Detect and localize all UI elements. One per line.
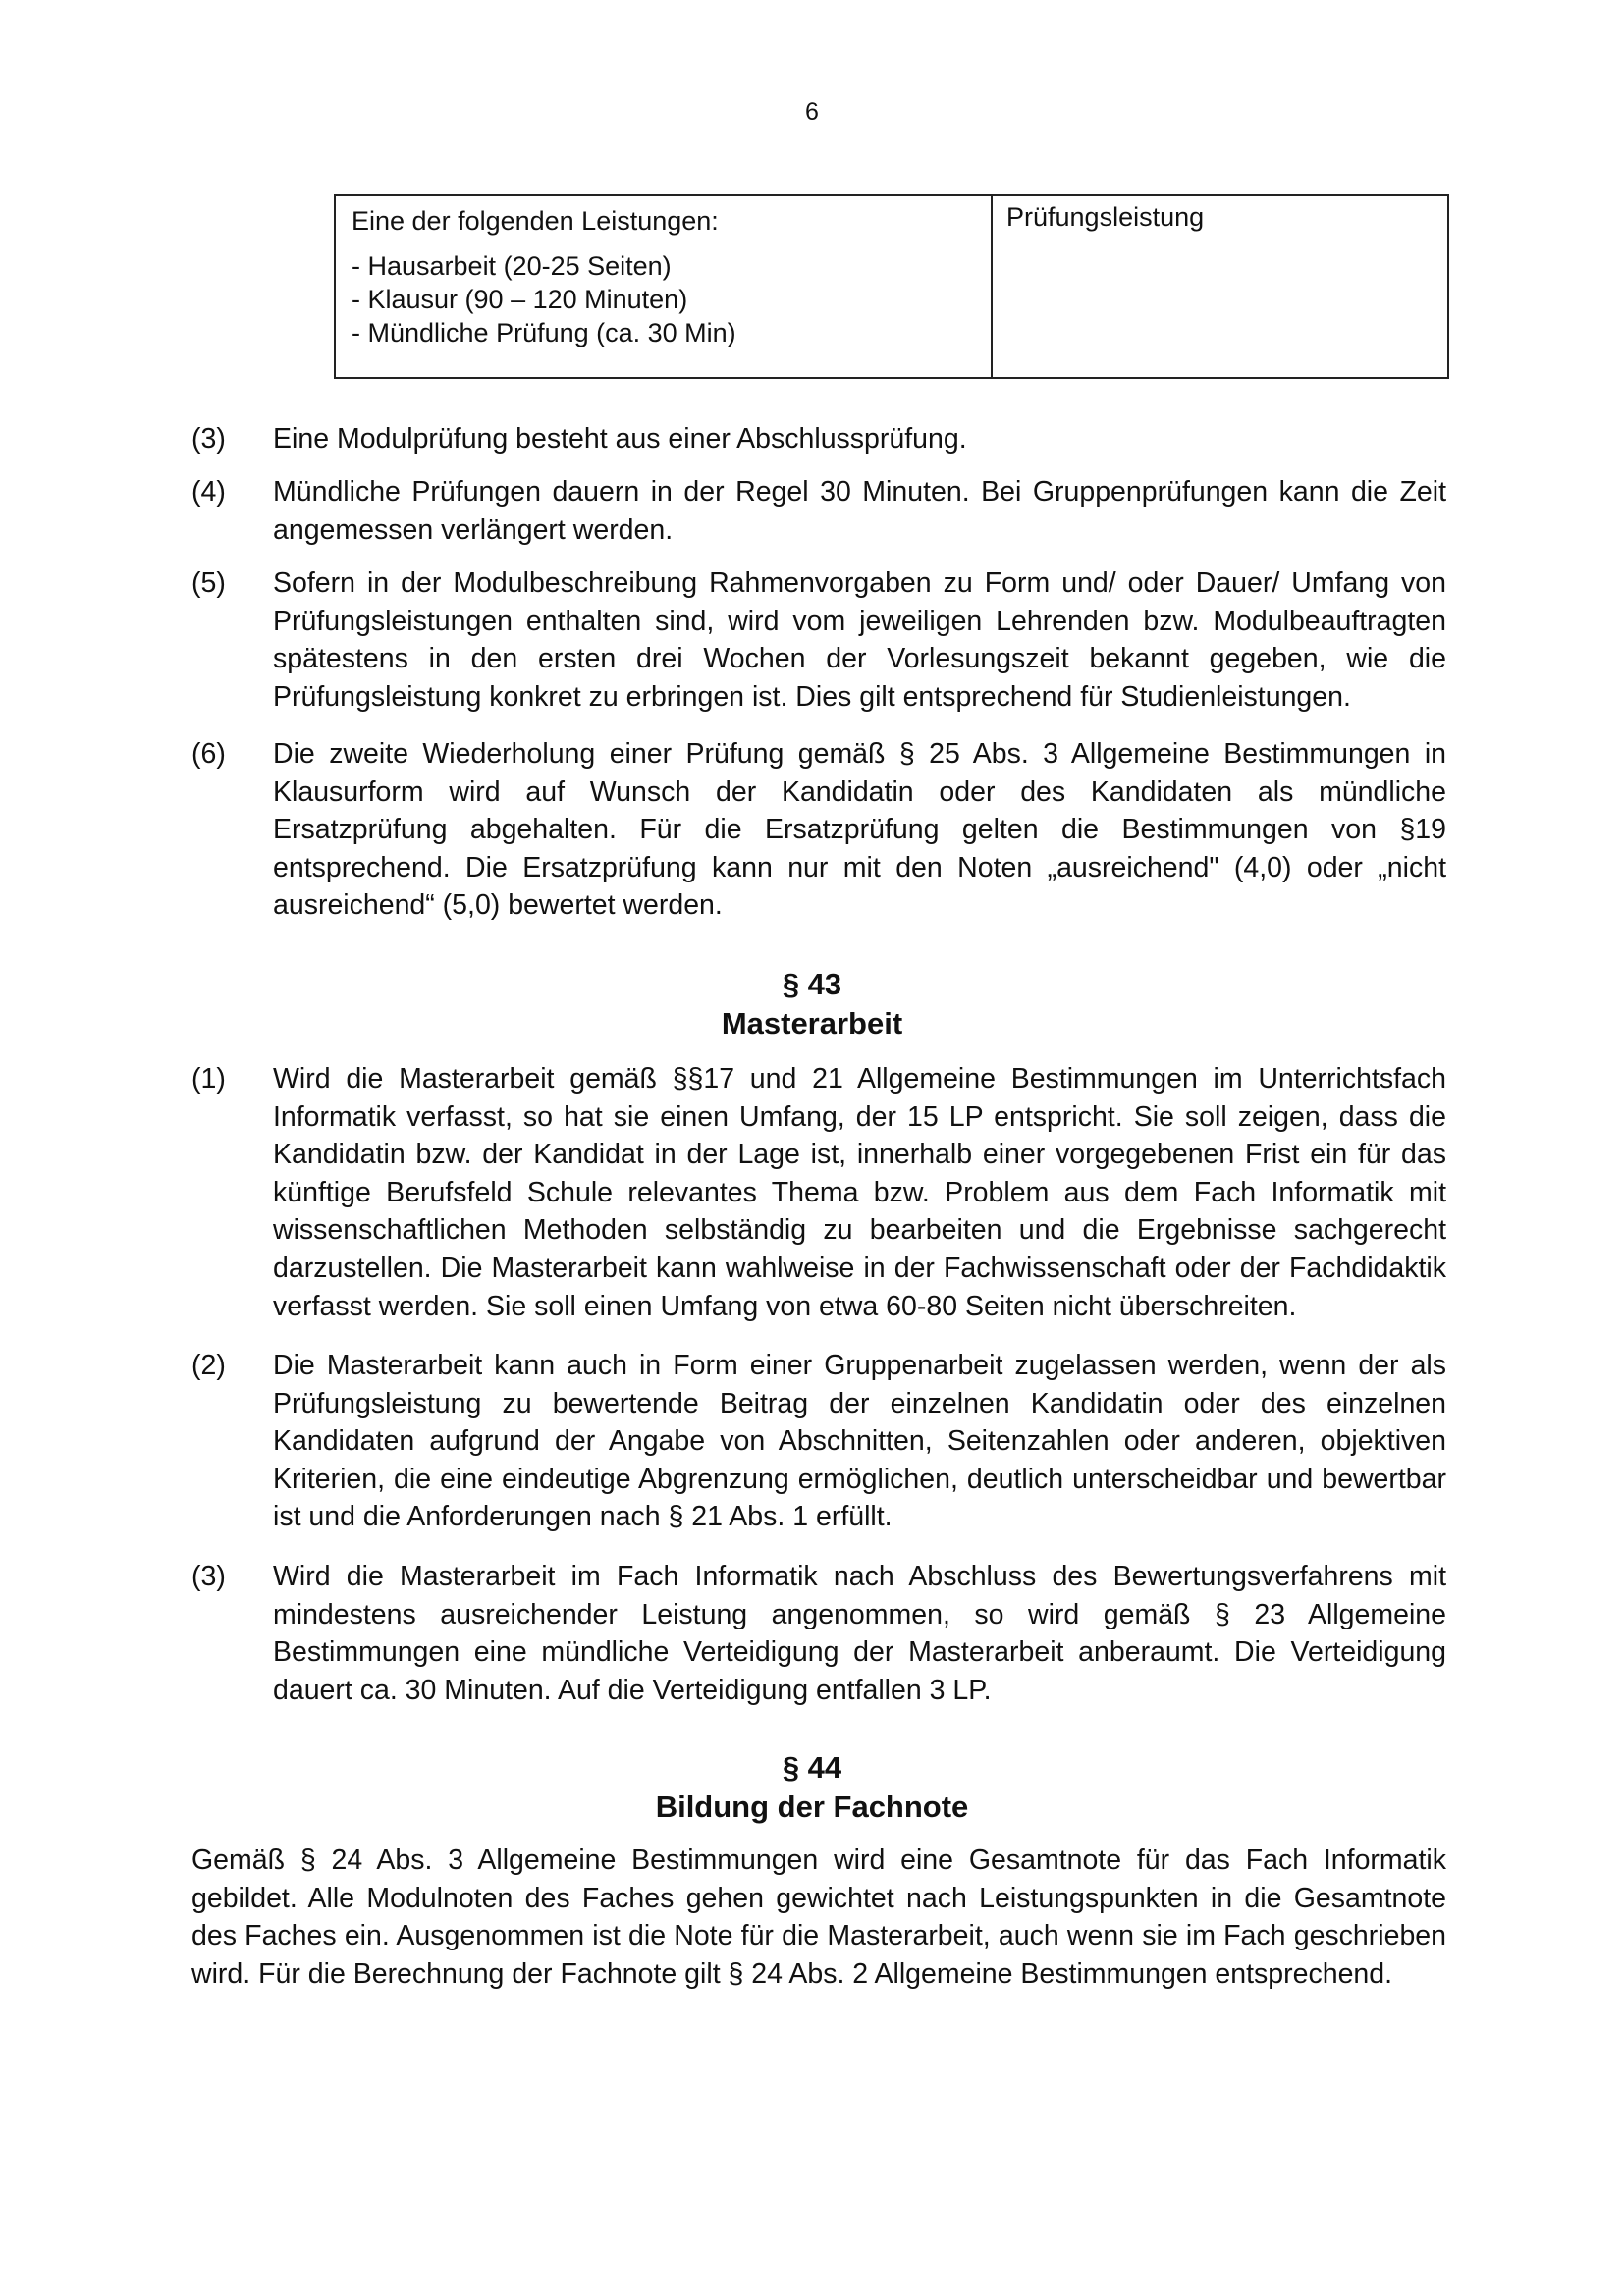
exam-option-item: - Hausarbeit (20-25 Seiten) — [352, 251, 672, 281]
paragraph-number: (3) — [191, 1561, 226, 1592]
paragraph-number: (5) — [191, 567, 226, 599]
paragraph — [191, 473, 1446, 549]
paragraph — [191, 564, 1446, 716]
exam-options-intro: Eine der folgenden Leistungen: — [352, 206, 719, 236]
paragraph-number: (1) — [191, 1063, 226, 1095]
exam-option-item: - Mündliche Prüfung (ca. 30 Min) — [352, 318, 736, 347]
paragraph-text: Sofern in der Modulbeschreibung Rahmenvorgaben zu Form und/ oder Dauer/ Umfang von Prüfungsleistungen enthalten sind, wird vom jeweiligen Lehrenden bzw. Modulbeauftragten spätestens in den ersten drei Wochen der Vorlesungszeit bekannt gegeben, wie die Prüfungsleistung konkret zu erbringen ist. Dies gilt entsprechend für Studienleistungen. — [273, 567, 1446, 713]
paragraph-number: (3) — [191, 423, 226, 454]
exam-type-cell: Prüfungsleistung — [1006, 202, 1205, 232]
paragraph-text: Die Masterarbeit kann auch in Form einer Gruppenarbeit zugelassen werden, wenn der als Prüfungsleistung zu bewertende Beitrag der einzelnen Kandidatin oder des einzelnen Kandidaten aufgrund der Angabe von Abschnitten, Seitenzahlen oder anderen, objektiven Kriterien, die eine eindeutige Abgrenzung ermöglichen, deutlich unterscheidbar und bewertbar ist und die Anforderungen nach § 21 Abs. 1 erfüllt. — [273, 1350, 1446, 1533]
paragraph-text: Wird die Masterarbeit im Fach Informatik nach Abschluss des Bewertungsverfahrens mit mindestens ausreichender Leistung angenommen, so wird gemäß § 23 Allgemeine Bestimmungen eine mündliche Verteidigung der Masterarbeit anberaumt. Die Verteidigung dauert ca. 30 Minuten. Auf die Verteidigung entfallen 3 LP. — [273, 1561, 1446, 1706]
section-title: Bildung der Fachnote — [655, 1789, 969, 1824]
paragraph — [191, 735, 1446, 925]
paragraph — [191, 1347, 1446, 1536]
paragraph-text: Eine Modulprüfung besteht aus einer Abschlussprüfung. — [273, 423, 967, 454]
section-number: § 44 — [782, 1750, 842, 1785]
paragraph-text: Mündliche Prüfungen dauern in der Regel 30 Minuten. Bei Gruppenprüfungen kann die Zeit angemessen verlängert werden. — [273, 476, 1446, 546]
paragraph — [191, 420, 1446, 458]
exam-form-table — [334, 194, 1449, 379]
section-number: § 43 — [782, 967, 842, 1001]
exam-options-cell — [336, 196, 993, 377]
paragraph-number: (6) — [191, 738, 226, 770]
paragraph-text: Wird die Masterarbeit gemäß §§17 und 21 Allgemeine Bestimmungen im Unterrichtsfach Informatik verfasst, so hat sie einen Umfang, der 15 LP entspricht. Sie soll zeigen, dass die Kandidatin bzw. der Kandidat in der Lage ist, innerhalb einer vorgegebenen Frist ein für das künftige Berufsfeld Schule relevantes Thema bzw. Problem aus dem Fach Informatik mit wissenschaftlichen Methoden selbständig zu bearbeiten und die Ergebnisse sachgerecht darzustellen. Die Masterarbeit kann wahlweise in der Fachwissenschaft oder der Fachdidaktik verfasst werden. Sie soll einen Umfang von etwa 60-80 Seiten nicht überschreiten. — [273, 1063, 1446, 1322]
exam-option-item: - Klausur (90 – 120 Minuten) — [352, 285, 688, 314]
page-number: 6 — [805, 98, 819, 126]
paragraph-number: (4) — [191, 476, 226, 507]
paragraph — [191, 1558, 1446, 1709]
paragraph — [191, 1060, 1446, 1325]
section-title: Masterarbeit — [721, 1006, 903, 1041]
paragraph-number: (2) — [191, 1350, 226, 1381]
paragraph-text: Die zweite Wiederholung einer Prüfung gemäß § 25 Abs. 3 Allgemeine Bestimmungen in Klausurform wird auf Wunsch der Kandidatin oder des Kandidaten als mündliche Ersatzprüfung abgehalten. Für die Ersatzprüfung gelten die Bestimmungen von §19 entsprechend. Die Ersatzprüfung kann nur mit den Noten „ausreichend" (4,0) oder „nicht ausreichend“ (5,0) bewertet werden. — [273, 738, 1446, 922]
paragraph-text: Gemäß § 24 Abs. 3 Allgemeine Bestimmungen wird eine Gesamtnote für das Fach Informatik gebildet. Alle Modulnoten des Faches gehen gewichtet nach Leistungspunkten in die Gesamtnote des Faches ein. Ausgenommen ist die Note für die Masterarbeit, auch wenn sie im Fach geschrieben wird. Für die Berechnung der Fachnote gilt § 24 Abs. 2 Allgemeine Bestimmungen entsprechend. — [191, 1844, 1446, 1990]
